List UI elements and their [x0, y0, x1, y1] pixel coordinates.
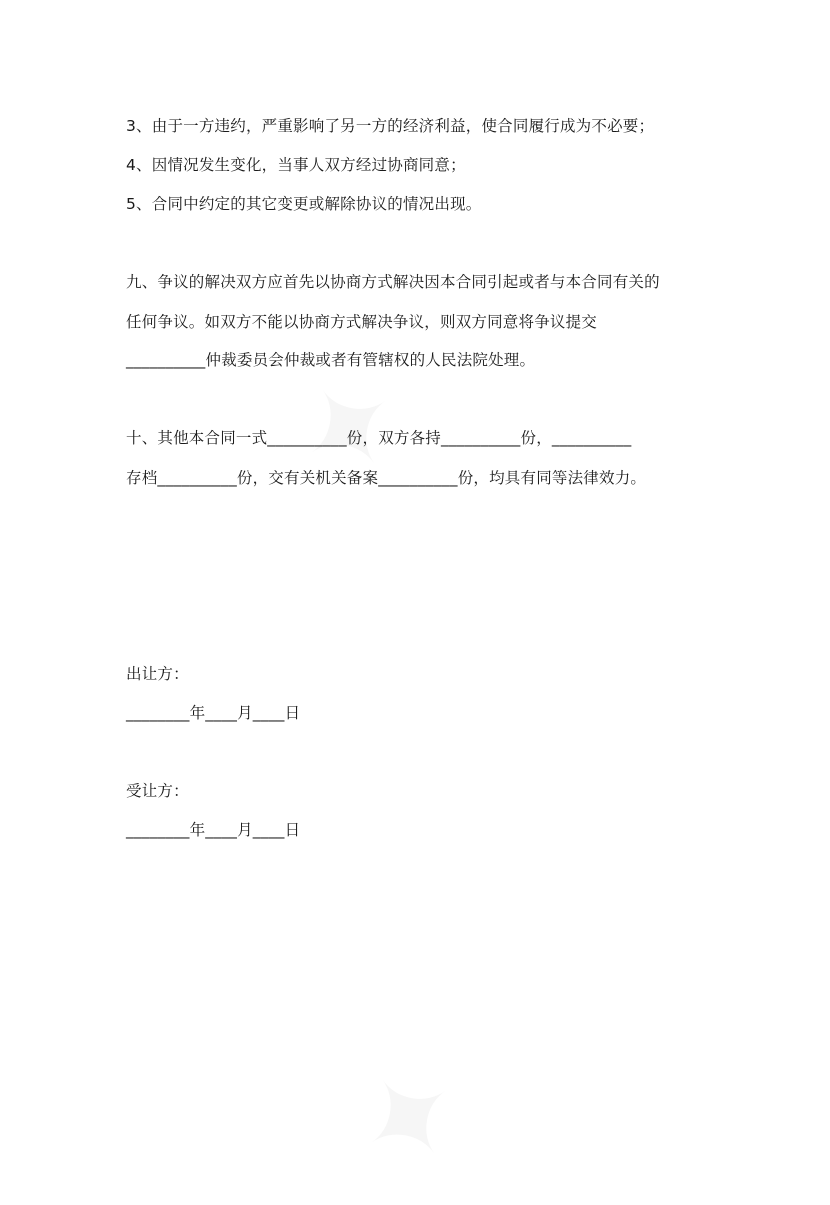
clause-item-3: 3、由于一方违约，严重影响了另一方的经济利益，使合同履行成为不必要；	[126, 117, 655, 135]
clause-item-5: 5、合同中约定的其它变更或解除协议的情况出现。	[126, 195, 482, 213]
clause-item-4: 4、因情况发生变化，当事人双方经过协商同意；	[126, 156, 466, 174]
section-10-line-2: 存档__________份，交有关机关备案__________份，均具有同等法律效力。	[126, 469, 647, 487]
section-10-line-1: 十、其他本合同一式__________份，双方各持__________份，__________	[126, 429, 632, 447]
section-9-line-2: 任何争议。如双方不能以协商方式解决争议，则双方同意将争议提交	[126, 313, 598, 331]
transferee-date: ________年____月____日	[126, 821, 301, 839]
transferor-label: 出让方：	[126, 665, 189, 683]
section-9-line-1: 九、争议的解决双方应首先以协商方式解决因本合同引起或者与本合同有关的	[126, 273, 660, 291]
transferor-date: ________年____月____日	[126, 704, 301, 722]
section-9-line-3: __________仲裁委员会仲裁或者有管辖权的人民法院处理。	[126, 351, 536, 369]
transferee-label: 受让方：	[126, 782, 189, 800]
watermark-bottom	[329, 1034, 491, 1205]
